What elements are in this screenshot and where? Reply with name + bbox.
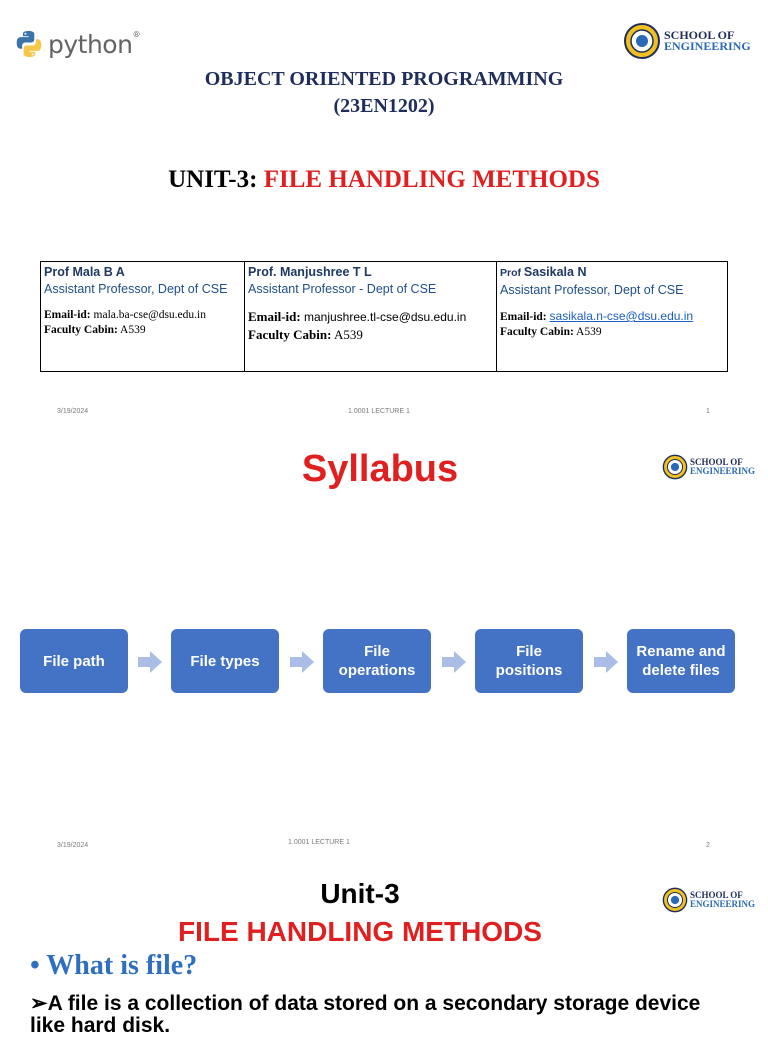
footer-page-number: 2 bbox=[706, 842, 710, 849]
bullet-text-continued: like hard disk. bbox=[30, 1014, 171, 1037]
unit3-title: Unit-3 bbox=[320, 878, 400, 909]
faculty-name-prefix: Prof bbox=[500, 267, 524, 279]
faculty-role: Assistant Professor, Dept of CSE bbox=[500, 283, 684, 297]
flow-arrow-icon bbox=[290, 650, 314, 674]
flow-arrow-icon bbox=[442, 650, 466, 674]
flow-step-file-path: File path bbox=[20, 629, 128, 693]
footer-page-number: 1 bbox=[706, 408, 710, 415]
school-logo-line1: SCHOOL OF bbox=[690, 457, 743, 468]
unit-prefix: UNIT-3: bbox=[168, 166, 264, 193]
course-code: (23EN1202) bbox=[333, 95, 435, 117]
school-logo-line1: SCHOOL OF bbox=[664, 27, 735, 42]
faculty-email: manjushree.tl-cse@dsu.edu.in bbox=[303, 310, 467, 324]
school-emblem-icon bbox=[662, 887, 688, 913]
python-snake-icon bbox=[14, 29, 44, 59]
faculty-name: Sasikala N bbox=[523, 265, 587, 279]
school-logo bbox=[662, 887, 755, 913]
faculty-email-link[interactable]: sasikala.n-cse@dsu.edu.in bbox=[549, 309, 694, 323]
school-logo-line2: ENGINEERING bbox=[690, 466, 756, 476]
flow-step-file-positions: File positions bbox=[475, 629, 583, 693]
flow-arrow-icon bbox=[138, 650, 162, 674]
faculty-name: Prof Mala B A bbox=[44, 265, 125, 279]
faculty-name: Prof. Manjushree T L bbox=[248, 265, 372, 279]
flow-step-file-operations: File operations bbox=[323, 629, 431, 693]
footer-date: 3/19/2024 bbox=[57, 842, 89, 849]
school-logo-line2: ENGINEERING bbox=[664, 39, 751, 53]
flow-step-file-types: File types bbox=[171, 629, 279, 693]
faculty-table bbox=[40, 261, 728, 372]
faculty-cell bbox=[497, 262, 728, 372]
unit-title bbox=[0, 166, 768, 194]
cabin-label: Faculty Cabin: bbox=[500, 326, 574, 338]
school-emblem-icon bbox=[662, 454, 688, 480]
unit3-subtitle: FILE HANDLING METHODS bbox=[178, 916, 542, 947]
flow-step-rename-delete: Rename and delete files bbox=[627, 629, 735, 693]
faculty-cabin: A539 bbox=[333, 327, 363, 342]
school-logo-line1: SCHOOL OF bbox=[690, 890, 743, 901]
email-label: Email-id: bbox=[44, 309, 91, 321]
cabin-label: Faculty Cabin: bbox=[44, 324, 118, 336]
school-logo-line2: ENGINEERING bbox=[690, 899, 756, 909]
faculty-cell bbox=[245, 262, 497, 372]
footer-lecture: 1.0001 LECTURE 1 bbox=[288, 839, 350, 846]
unit-name: FILE HANDLING METHODS bbox=[263, 166, 600, 193]
email-label: Email-id: bbox=[248, 309, 301, 324]
course-name: OBJECT ORIENTED PROGRAMMING bbox=[204, 68, 564, 90]
footer-lecture: 1.0001 LECTURE 1 bbox=[348, 408, 410, 415]
school-logo bbox=[623, 22, 751, 60]
python-wordmark: python® bbox=[48, 29, 140, 59]
flow-arrow-icon bbox=[594, 650, 618, 674]
faculty-role: Assistant Professor, Dept of CSE bbox=[44, 282, 228, 296]
course-title bbox=[0, 66, 768, 120]
faculty-cabin: A539 bbox=[120, 324, 146, 336]
school-emblem-icon bbox=[623, 22, 661, 60]
faculty-email: mala.ba-cse@dsu.edu.in bbox=[93, 309, 206, 321]
bullet-heading: • What is file? bbox=[30, 950, 198, 981]
bullet-text: ➢A file is a collection of data stored on a secondary storage device bbox=[30, 992, 701, 1015]
school-logo bbox=[662, 454, 755, 480]
faculty-role: Assistant Professor - Dept of CSE bbox=[248, 282, 437, 296]
email-label: Email-id: bbox=[500, 311, 547, 323]
footer-date: 3/19/2024 bbox=[57, 408, 89, 415]
faculty-cell bbox=[41, 262, 245, 372]
syllabus-title: Syllabus bbox=[301, 448, 459, 490]
faculty-cabin: A539 bbox=[576, 326, 602, 338]
cabin-label: Faculty Cabin: bbox=[248, 327, 332, 342]
python-logo bbox=[14, 26, 144, 62]
